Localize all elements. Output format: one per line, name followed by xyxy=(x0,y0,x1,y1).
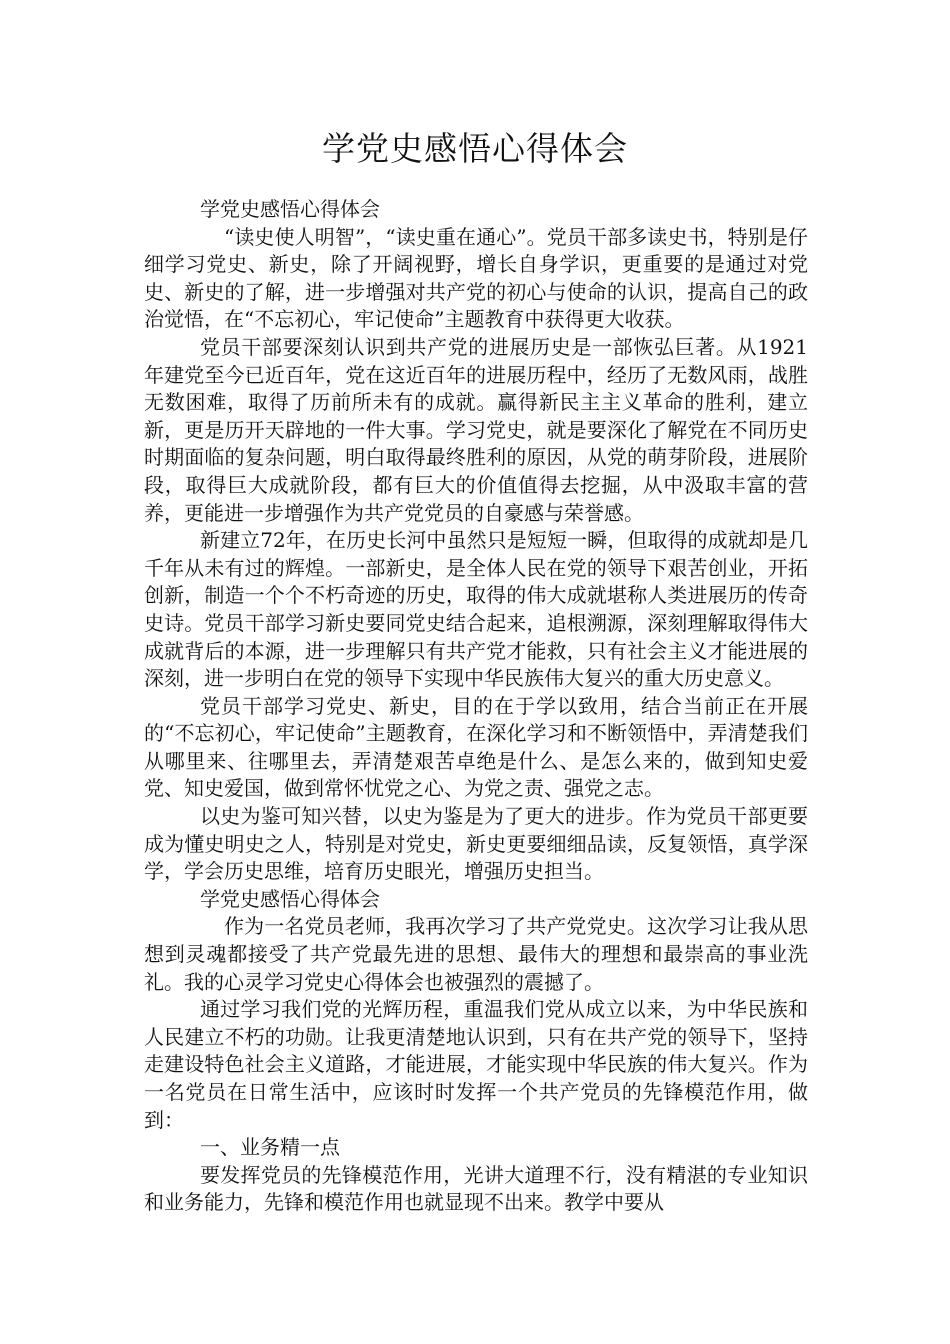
paragraph: 党员干部学习党史、新史，目的在于学以致用，结合当前正在开展的“不忘初心，牢记使命”主题教育，在深化学习和不断领悟中，弄清楚我们从哪里来、往哪里去，弄清楚艰苦卓绝是什么、是怎么来的，做到知史爱党、知史爱国，做到常怀忧党之心、为党之责、强党之志。 xyxy=(144,693,808,801)
section-heading: 一、业务精一点 xyxy=(200,1135,340,1160)
document-body xyxy=(144,196,808,1217)
paragraph: 作为一名党员老师，我再次学习了共产党党史。这次学习让我从思想到灵魂都接受了共产党最先进的思想、最伟大的理想和最崇高的事业洗礼。我的心灵学习党史心得体会也被强烈的震撼了。 xyxy=(144,914,808,994)
paragraph: 要发挥党员的先锋模范作用，光讲大道理不行，没有精湛的专业知识和业务能力，先锋和模范作用也就显现不出来。教学中要从 xyxy=(144,1162,808,1215)
paragraph: 通过学习我们党的光辉历程，重温我们党从成立以来，为中华民族和人民建立不朽的功勋。让我更清楚地认识到，只有在共产党的领导下，坚持走建设特色社会主义道路，才能进展，才能实现中华民族的伟大复兴。作为一名党员在日常生活中，应该时时发挥一个共产党员的先锋模范作用，做到： xyxy=(144,997,808,1132)
paragraph: 以史为鉴可知兴替，以史为鉴是为了更大的进步。作为党员干部更要成为懂史明史之人，特别是对党史，新史更要细细品读，反复领悟，真学深学，学会历史思维，培育历史眼光，增强历史担当。 xyxy=(144,804,808,884)
section-heading: 学党史感悟心得体会 xyxy=(200,197,380,221)
section-heading: 学党史感悟心得体会 xyxy=(200,886,380,911)
paragraph: 新建立72年，在历史长河中虽然只是短短一瞬，但取得的成就却是几千年从未有过的辉煌。一部新史，是全体人民在党的领导下艰苦创业，开拓创新，制造一个个不朽奇迹的历史，取得的伟大成就堪称人类进展历的传奇史诗。党员干部学习新史要同党史结合起来，追根溯源，深刻理解取得伟大成就背后的本源，进一步理解只有共产党才能救，只有社会主义才能进展的深刻，进一步明白在党的领导下实现中华民族伟大复兴的重大历史意义。 xyxy=(144,528,808,691)
paragraph: 党员干部要深刻认识到共产党的进展历史是一部恢弘巨著。从1921年建党至今已近百年，党在这近百年的进展历程中，经历了无数风雨，战胜无数困难，取得了历前所未有的成就。赢得新民主主义革命的胜利，建立新，更是历开天辟地的一件大事。学习党史，就是要深化了解党在不同历史时期面临的复杂问题，明白取得最终胜利的原因，从党的萌芽阶段，进展阶段，取得巨大成就阶段，都有巨大的价值值得去挖掘，从中汲取丰富的营养，更能进一步增强作为共产党党员的自豪感与荣誉感。 xyxy=(144,334,808,525)
paragraph: “读史使人明智”，“读史重在通心”。党员干部多读史书，特别是仔细学习党史、新史，除了开阔视野，增长自身学识，更重要的是通过对党史、新史的了解，进一步增强对共产党的初心与使命的认识，提高自己的政治觉悟，在“不忘初心，牢记使命”主题教育中获得更大收获。 xyxy=(144,224,808,332)
document-title: 学党史感悟心得体会 xyxy=(322,129,628,168)
